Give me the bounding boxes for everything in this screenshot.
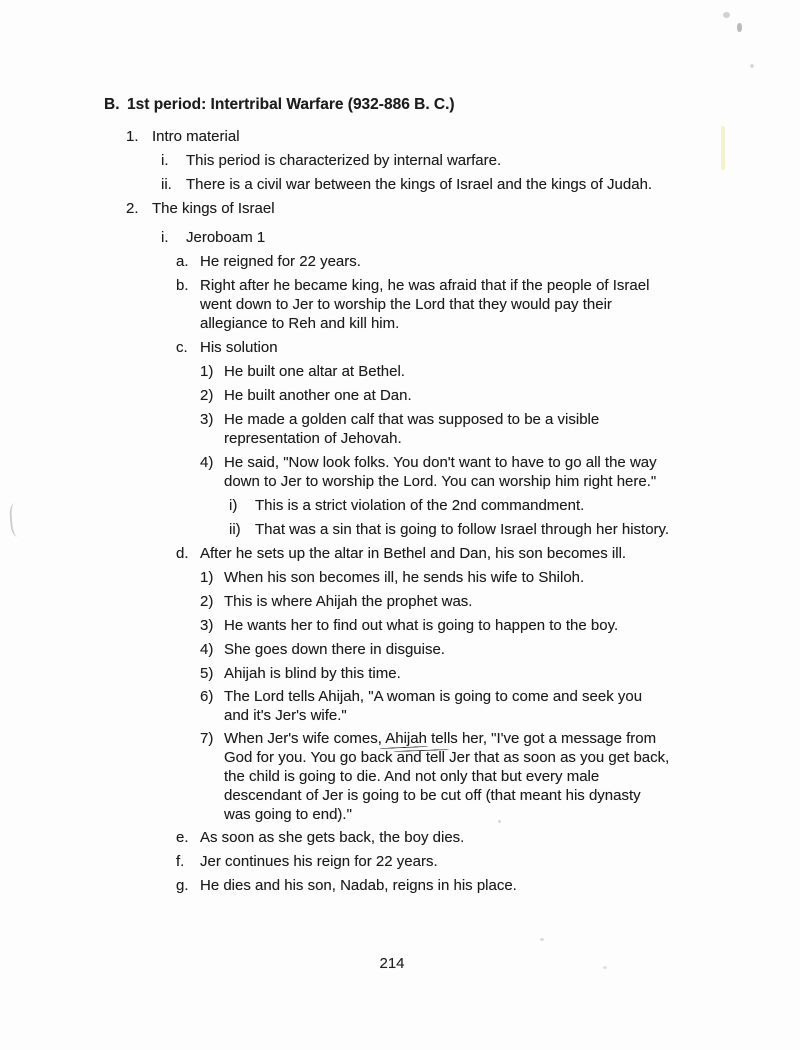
- item-label: 5): [200, 665, 214, 682]
- item-label: a.: [176, 253, 189, 270]
- outline-item-a: [104, 252, 764, 271]
- outline-item-d-3: [104, 616, 764, 635]
- outline-item-d-7: [104, 729, 764, 824]
- outline-item-2-i: [104, 228, 764, 247]
- heading-label: B.: [104, 96, 120, 113]
- outline-item-1-i: [104, 151, 764, 170]
- item-text: He wants her to find out what is going to happen to the boy.: [224, 617, 619, 634]
- item-text: As soon as she gets back, the boy dies.: [200, 829, 465, 846]
- outline-item-e: [104, 828, 764, 847]
- item-text: He dies and his son, Nadab, reigns in his place.: [200, 877, 517, 894]
- item-text: representation of Jehovah.: [224, 430, 402, 447]
- outline-item-g: [104, 876, 764, 895]
- text-segment: Jer that as soon as you get back,: [445, 749, 670, 766]
- outline-item-c-3: [104, 410, 764, 448]
- outline-item-d-1: [104, 568, 764, 587]
- outline: [104, 95, 764, 900]
- outline-item-c: [104, 338, 764, 357]
- scan-speck: [737, 23, 742, 32]
- section-heading: [104, 95, 764, 114]
- item-label: 4): [200, 454, 214, 471]
- outline-item-d-5: [104, 664, 764, 683]
- item-label: f.: [176, 853, 185, 870]
- item-text: Intro material: [152, 128, 240, 145]
- item-label: ii.: [161, 176, 172, 193]
- outline-item-c-2: [104, 386, 764, 405]
- item-label: 6): [200, 688, 214, 705]
- item-text: This is a strict violation of the 2nd commandment.: [255, 497, 585, 514]
- outline-item-1: [104, 127, 764, 146]
- outline-item-f: [104, 852, 764, 871]
- item-text: Ahijah is blind by this time.: [224, 665, 401, 682]
- item-label: c.: [176, 339, 188, 356]
- item-text: Right after he became king, he was afraid that if the people of Israel: [200, 277, 650, 294]
- underlined-word: Ahijah: [385, 730, 427, 747]
- text-segment: God for you. You go back: [224, 749, 397, 766]
- item-label: 3): [200, 411, 214, 428]
- item-text: down to Jer to worship the Lord. You can worship him right here.": [224, 473, 657, 490]
- outline-item-c-4-i: [104, 496, 764, 515]
- item-text: He made a golden calf that was supposed to be a visible: [224, 411, 600, 428]
- item-label: i.: [161, 152, 169, 169]
- pencil-mark: [9, 503, 24, 538]
- item-label: i.: [161, 229, 169, 246]
- item-text: He reigned for 22 years.: [200, 253, 361, 270]
- item-label: e.: [176, 829, 189, 846]
- outline-item-1-ii: [104, 175, 764, 194]
- item-text-rich: [224, 748, 669, 767]
- item-label: 3): [200, 617, 214, 634]
- item-text: The Lord tells Ahijah, "A woman is going to come and seek you: [224, 688, 643, 705]
- item-label: 4): [200, 641, 214, 658]
- outline-item-c-4: [104, 453, 764, 491]
- outline-item-c-1: [104, 362, 764, 381]
- outline-item-d-6: [104, 687, 764, 725]
- item-text: went down to Jer to worship the Lord that they would pay their: [200, 296, 612, 313]
- outline-item-d: [104, 544, 764, 563]
- item-label: 2.: [126, 200, 139, 217]
- item-text: She goes down there in disguise.: [224, 641, 445, 658]
- item-text: There is a civil war between the kings of Israel and the kings of Judah.: [186, 176, 653, 193]
- item-text: descendant of Jer is going to be cut off (that meant his dynasty: [224, 787, 641, 804]
- item-text: This period is characterized by internal warfare.: [186, 152, 502, 169]
- item-text: allegiance to Reh and kill him.: [200, 315, 400, 332]
- item-label: 2): [200, 387, 214, 404]
- item-text: After he sets up the altar in Bethel and Dan, his son becomes ill.: [200, 545, 627, 562]
- scan-speck: [540, 938, 544, 941]
- outline-item-b: [104, 276, 764, 333]
- item-label: 1.: [126, 128, 139, 145]
- item-text-rich: [224, 729, 669, 748]
- text-segment: tells her, "I've got a message from: [426, 730, 657, 747]
- overlined-words: and tell: [396, 749, 445, 766]
- scan-speck: [750, 64, 754, 68]
- item-text: His solution: [200, 339, 278, 356]
- item-text: This is where Ahijah the prophet was.: [224, 593, 473, 610]
- item-label: g.: [176, 877, 189, 894]
- item-text: When his son becomes ill, he sends his wife to Shiloh.: [224, 569, 585, 586]
- item-text: Jeroboam 1: [186, 229, 266, 246]
- text-segment: When Jer's wife comes,: [224, 730, 386, 747]
- heading-text: 1st period: Intertribal Warfare (932-886 B. C.): [127, 96, 455, 113]
- item-label: d.: [176, 545, 189, 562]
- item-text: was going to end).": [224, 806, 352, 823]
- scan-speck: [723, 12, 730, 18]
- item-text: The kings of Israel: [152, 200, 275, 217]
- item-text: That was a sin that is going to follow Israel through her history.: [255, 521, 670, 538]
- page-number: 214: [379, 955, 405, 972]
- item-label: b.: [176, 277, 189, 294]
- item-label: 7): [200, 730, 214, 747]
- item-text: and it's Jer's wife.": [224, 707, 347, 724]
- item-label: ii): [229, 521, 241, 538]
- item-text: Jer continues his reign for 22 years.: [200, 853, 438, 870]
- outline-item-d-4: [104, 640, 764, 659]
- item-text: the child is going to die. And not only that but every male: [224, 768, 600, 785]
- item-text: He built one altar at Bethel.: [224, 363, 405, 380]
- outline-item-2: [104, 199, 764, 218]
- item-text: He built another one at Dan.: [224, 387, 412, 404]
- outline-item-d-2: [104, 592, 764, 611]
- item-label: 1): [200, 363, 214, 380]
- item-label: 2): [200, 593, 214, 610]
- outline-item-c-4-ii: [104, 520, 764, 539]
- item-label: 1): [200, 569, 214, 586]
- item-label: i): [229, 497, 238, 514]
- item-text: He said, "Now look folks. You don't want to have to go all the way: [224, 454, 657, 471]
